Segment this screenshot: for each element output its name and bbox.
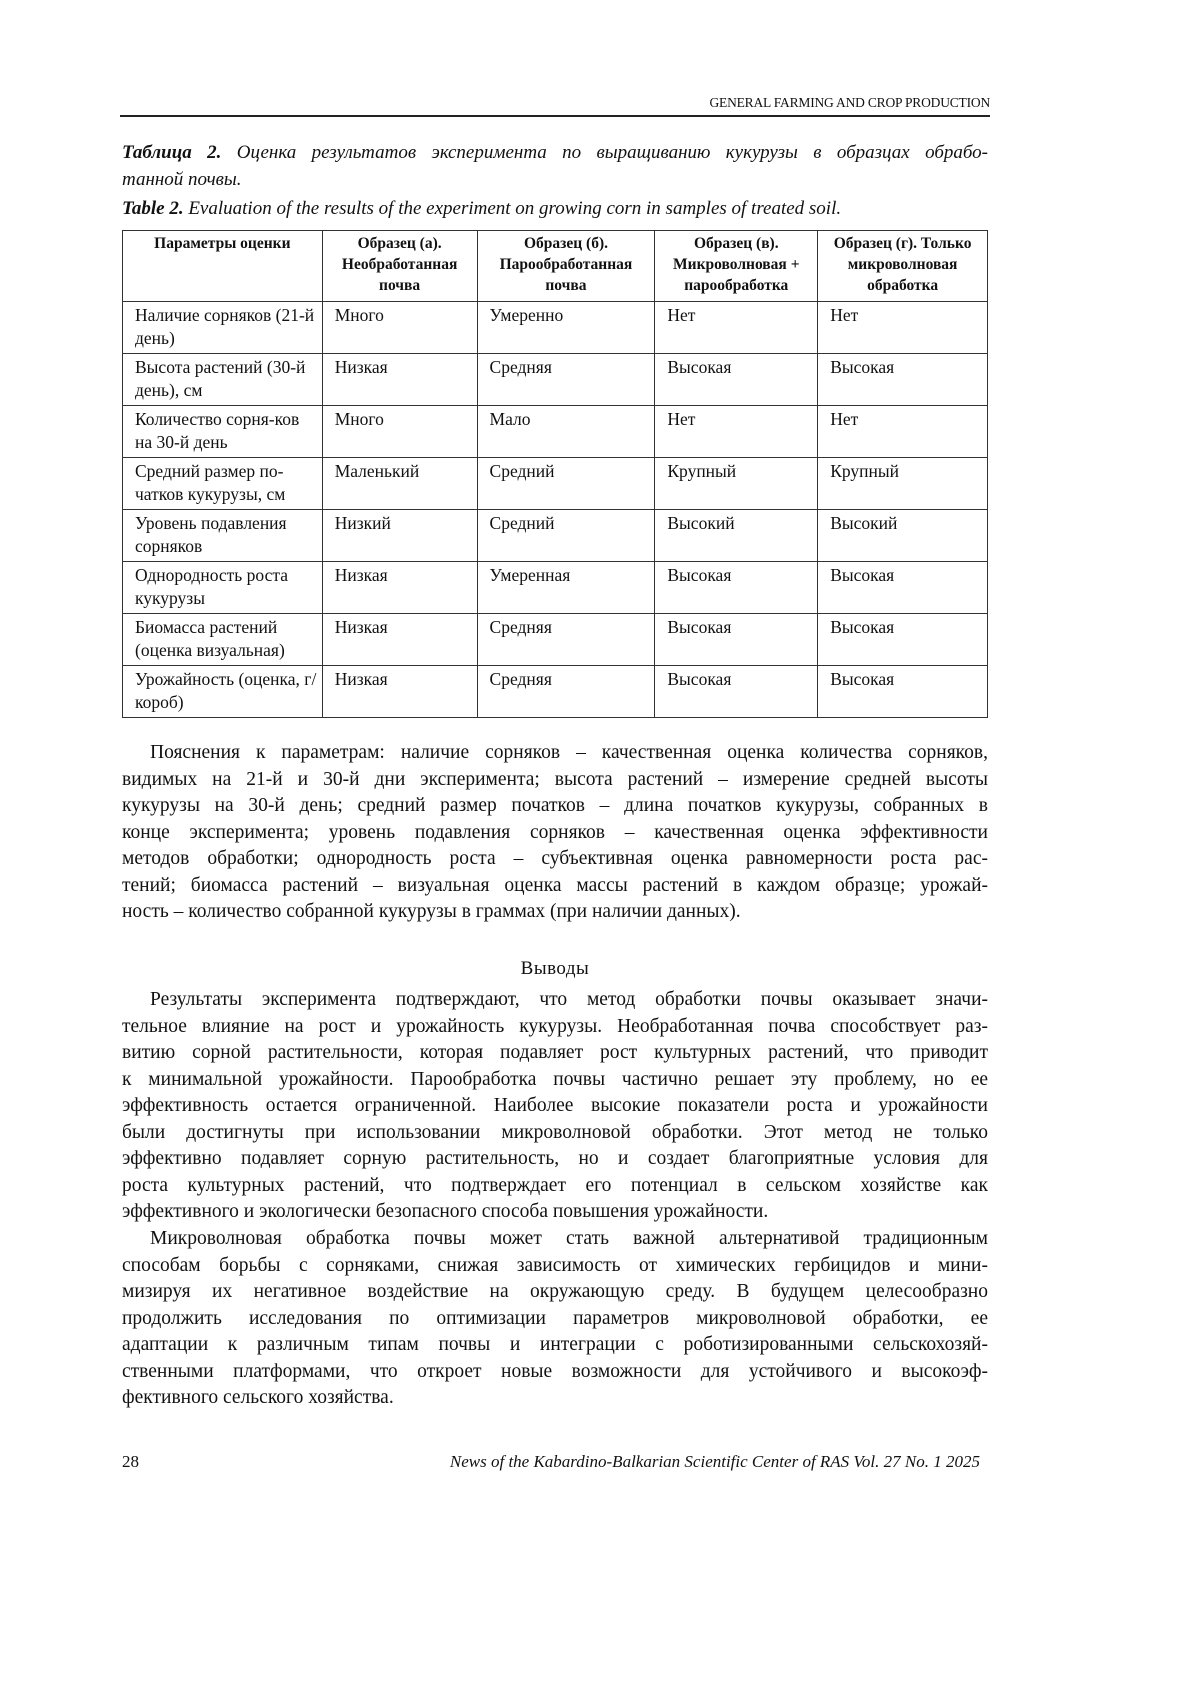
text-line: тельное влияние на рост и урожайность кукурузы. Необработанная почва способствует раз- [122,1015,988,1037]
value-cell: Умеренная [477,562,655,614]
text-line: Пояснения к параметрам: наличие сорняков – качественная оценка количества сорняков, [150,742,988,763]
column-header: Параметры оценки [123,231,323,302]
value-cell: Средняя [477,614,655,666]
parameter-cell: Количество сорня-ков на 30-й день [123,406,323,458]
text-line: эффективного и экологически безопасного способа повышения урожайности. [122,1201,769,1222]
value-cell: Умеренно [477,302,655,354]
value-cell: Высокая [655,354,818,406]
text-line: видимых на 21-й и 30-й дни эксперимента; высота растений – измерение средней высоты [122,768,988,790]
table-row [123,614,988,666]
value-cell: Низкий [322,510,477,562]
text-line: к минимальной урожайности. Парообработка почвы частично решает эту проблему, но ее [122,1068,988,1090]
text-line: витию сорной растительности, которая подавляет рост культурных растений, что приводит [122,1042,988,1063]
text-line: продолжить исследования по оптимизации параметров микроволновой обработки, ее [122,1307,988,1329]
text-line: Результаты эксперимента подтверждают, что метод обработки почвы оказывает значи- [150,989,988,1010]
running-header: GENERAL FARMING AND CROP PRODUCTION [709,95,990,110]
value-cell: Нет [818,302,988,354]
explanation-paragraph [122,740,988,926]
page-number: 28 [122,1452,139,1471]
value-cell: Высокий [818,510,988,562]
value-cell: Крупный [818,458,988,510]
caption-text: Evaluation of the results of the experiment on growing corn in samples of treated soil. [188,198,842,219]
conclusions-paragraph-1 [122,987,988,1226]
value-cell: Маленький [322,458,477,510]
value-cell: Высокая [818,562,988,614]
parameter-cell: Однородность роста кукурузы [123,562,323,614]
table-row [123,458,988,510]
value-cell: Много [322,302,477,354]
value-cell: Высокая [655,666,818,718]
text-line: тений; биомасса растений – визуальная оценка массы растений в каждом образце; урожай- [122,874,988,896]
value-cell: Нет [655,406,818,458]
text-line: ственными платформами, что откроет новые возможности для устойчивого и высокоэф- [122,1360,988,1382]
table-row [123,562,988,614]
value-cell: Высокий [655,510,818,562]
conclusions-paragraph-2 [122,1226,988,1412]
value-cell: Низкая [322,666,477,718]
parameter-cell: Уровень подавления сорняков [123,510,323,562]
table-caption-en [122,196,988,222]
text-line: фективного сельского хозяйства. [122,1387,394,1408]
column-header: Образец (г). Только микроволновая обработка [818,231,988,302]
section-heading: Выводы [520,958,590,979]
value-cell: Средняя [477,666,655,718]
text-line: способам борьбы с сорняками, снижая зависимость от химических гербицидов и мини- [122,1254,988,1276]
text-line: Микроволновая обработка почвы может стать важной альтернативой традиционным [150,1228,988,1249]
text-line: конце эксперимента; уровень подавления сорняков – качественная оценка эффективности [122,821,988,843]
results-table [122,230,988,718]
value-cell: Низкая [322,562,477,614]
value-cell: Нет [655,302,818,354]
text-line: эффективность остается ограниченной. Наиболее высокие показатели роста и урожайности [122,1095,988,1116]
column-header: Образец (б). Парообработанная почва [477,231,655,302]
text-line: адаптации к различным типам почвы и интеграции с роботизированными сельскохозяй- [122,1334,988,1355]
header-rule [120,115,990,117]
column-header: Образец (а). Необработанная почва [322,231,477,302]
text-line: методов обработки; однородность роста – субъективная оценка равномерности роста рас- [122,848,988,869]
text-line: эффективно подавляет сорную растительность, но и создает благоприятные условия для [122,1148,988,1169]
journal-footer: News of the Kabardino-Balkarian Scientific Center of RAS Vol. 27 No. 1 2025 [449,1452,980,1471]
text-line: мизируя их негативное воздействие на окружающую среду. В будущем целесообразно [122,1281,988,1302]
parameter-cell: Высота растений (30-й день), см [123,354,323,406]
value-cell: Крупный [655,458,818,510]
text-line: роста культурных растений, что подтверждает его потенциал в сельском хозяйстве как [122,1174,988,1196]
table-row [123,510,988,562]
table-row [123,302,988,354]
value-cell: Средний [477,510,655,562]
parameter-cell: Наличие сорняков (21-й день) [123,302,323,354]
value-cell: Высокая [655,614,818,666]
value-cell: Мало [477,406,655,458]
column-header: Образец (в). Микроволновая + парообработка [655,231,818,302]
text-line: были достигнуты при использовании микроволновой обработки. Этот метод не только [122,1121,988,1143]
table-row [123,406,988,458]
parameter-cell: Урожайность (оценка, г/короб) [123,666,323,718]
caption-label: Table 2. [122,198,184,219]
text-line: кукурузы на 30-й день; средний размер початков – длина початков кукурузы, собранных в [122,795,988,816]
value-cell: Высокая [655,562,818,614]
table-caption-ru [122,140,988,193]
caption-label: Таблица 2. [122,142,222,163]
value-cell: Высокая [818,666,988,718]
table-row [123,666,988,718]
parameter-cell: Биомасса растений (оценка визуальная) [123,614,323,666]
caption-text: Оценка результатов эксперимента по выращиванию кукурузы в образцах обрабо- [236,142,989,163]
value-cell: Средний [477,458,655,510]
value-cell: Нет [818,406,988,458]
caption-text: танной почвы. [122,168,242,190]
value-cell: Высокая [818,614,988,666]
text-line: ность – количество собранной кукурузы в граммах (при наличии данных). [122,901,741,922]
value-cell: Низкая [322,354,477,406]
table-row [123,354,988,406]
parameter-cell: Средний размер по-чатков кукурузы, см [123,458,323,510]
value-cell: Низкая [322,614,477,666]
value-cell: Средняя [477,354,655,406]
value-cell: Высокая [818,354,988,406]
value-cell: Много [322,406,477,458]
table-header-row [123,231,988,302]
